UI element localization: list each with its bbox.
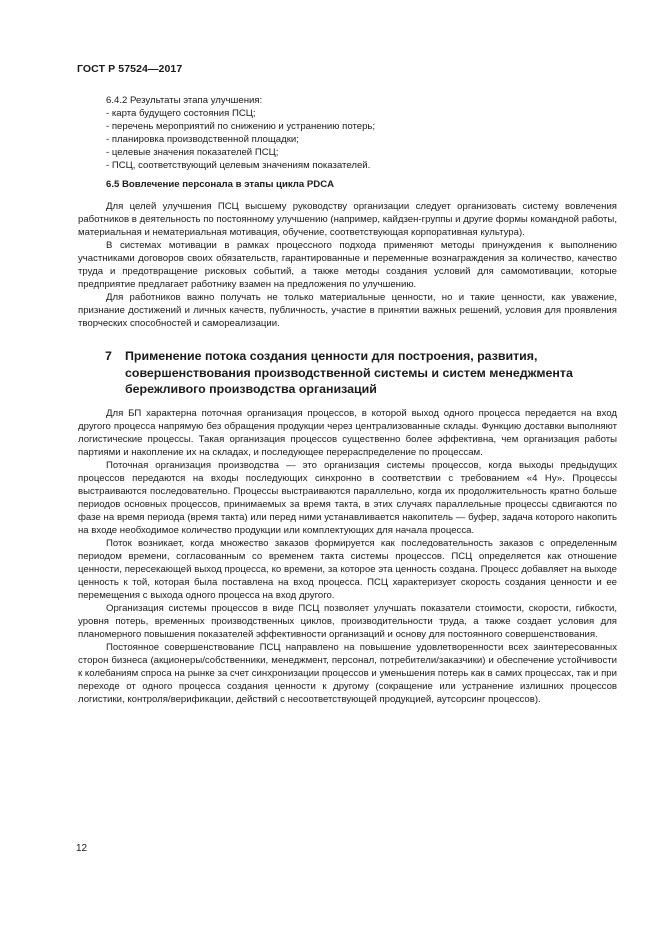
list-item: - карта будущего состояния ПСЦ; [106, 108, 256, 119]
paragraph: Для БП характерна поточная организация процессов, в которой выход одного процесса передается на вход другого процесса напрямую без обращения продукции через централизованные склады. Функцию доставки выполняют логистические процессы. Такая организация процессов существенно более эффективна, чем организация работы партиями и накопление их на складах, и последующее перераспределение по процессам. [78, 407, 617, 458]
list-item: - планировка производственной площадки; [106, 134, 299, 145]
section-number: 7 [105, 349, 112, 363]
paragraph: Для целей улучшения ПСЦ высшему руководству организации следует организовать систему вовлечения работников в деятельность по постоянному улучшению (например, кайдзен-группы и другие формы командной работы, материальная и нематериальная мотивация, обучение, соответствующая корпоративная культура). [78, 201, 617, 238]
page-content [78, 94, 617, 706]
list-item: - перечень мероприятий по снижению и устранению потерь; [106, 121, 376, 132]
section-title-line: совершенствования производственной системы и систем менеджмента [125, 365, 573, 380]
section-7-heading [78, 348, 617, 398]
section-title-line: Применение потока создания ценности для построения, развития, [125, 349, 538, 363]
page-number: 12 [76, 843, 88, 854]
subsection-6-5-heading: 6.5 Вовлечение персонала в этапы цикла PDCA [106, 179, 335, 190]
subsection-6-4-2-intro: 6.4.2 Результаты этапа улучшения: [106, 95, 263, 106]
paragraph: Поточная организация производства — это организация системы процессов, когда выходы предыдущих процессов передаются на входы последующих синхронно в соответствии с требованием «4 Ну». Процессы выстраиваются последовательно. Процессы выстраиваются параллельно, когда их продолжительность кратно больше периодов основных процессов, принимаемых за время такта, в этих случаях параллельные процессы сдвигаются по фазе на время периода (время такта) или перед ними устанавливается накопитель — буфер, задача которого накопить на входе необходимое количество продукции или комплектующих для начала процесса. [78, 459, 617, 536]
paragraph: Для работников важно получать не только материальные ценности, но и такие ценности, как уважение, признание достижений и личных качеств, публичность, участие в принятии важных решений, условия для проявления творческих способностей и самореализации. [78, 292, 617, 329]
list-item: - ПСЦ, соответствующий целевым значениям показателей. [106, 160, 371, 171]
section-title-line: бережливого производства организаций [125, 382, 377, 396]
paragraph: Организация системы процессов в виде ПСЦ позволяет улучшать показатели стоимости, скорости, гибкости, уровня потерь, временных производственных циклов, производительности труда, а также создает условия для планомерного повышения показателей эффективности организаций и основу для постоянного совершенствования. [78, 602, 617, 640]
standard-header: ГОСТ Р 57524—2017 [77, 63, 183, 75]
paragraph: Поток возникает, когда множество заказов формируется как последовательность заказов с определенным периодом времени, согласованным со временем такта системы процессов. ПСЦ определяется как отношение ценности, пересекающей выход процесса, ко времени, за которое эта ценность создана. Процесс добавляет на выходе ценность к той, которая была поставлена на вход процесса. ПСЦ характеризует скорость создания ценности и ее перемещения с выхода одного процесса на вход другого. [78, 537, 617, 601]
paragraph: В системах мотивации в рамках процессного подхода применяют методы принуждения к выполнению участниками договоров своих обязательств, гарантированные и переменные вознаграждения за количество, качество труда и предотвращение рисковых событий, а также методы создания условий для самомотивации, которые предприятие предлагает работнику взамен на предложения по улучшению. [78, 240, 617, 290]
list-item: - целевые значения показателей ПСЦ; [106, 147, 279, 158]
improvement-results-list [78, 107, 617, 172]
paragraph: Постоянное совершенствование ПСЦ направлено на повышение удовлетворенности всех заинтересованных сторон бизнеса (акционеры/собственники, менеджмент, персонал, потребители/заказчики) и обеспечение устойчивости к колебаниям спроса на рынке за счет синхронизации процессов и уменьшения потерь как в самих процессах, так и при переходе от одного процесса создания ценности к другому (сокращение или устранение излишних процессов логистики, контроля/верификации, действий с несоответствующей продукцией, аутсорсинг процессов). [78, 641, 617, 705]
